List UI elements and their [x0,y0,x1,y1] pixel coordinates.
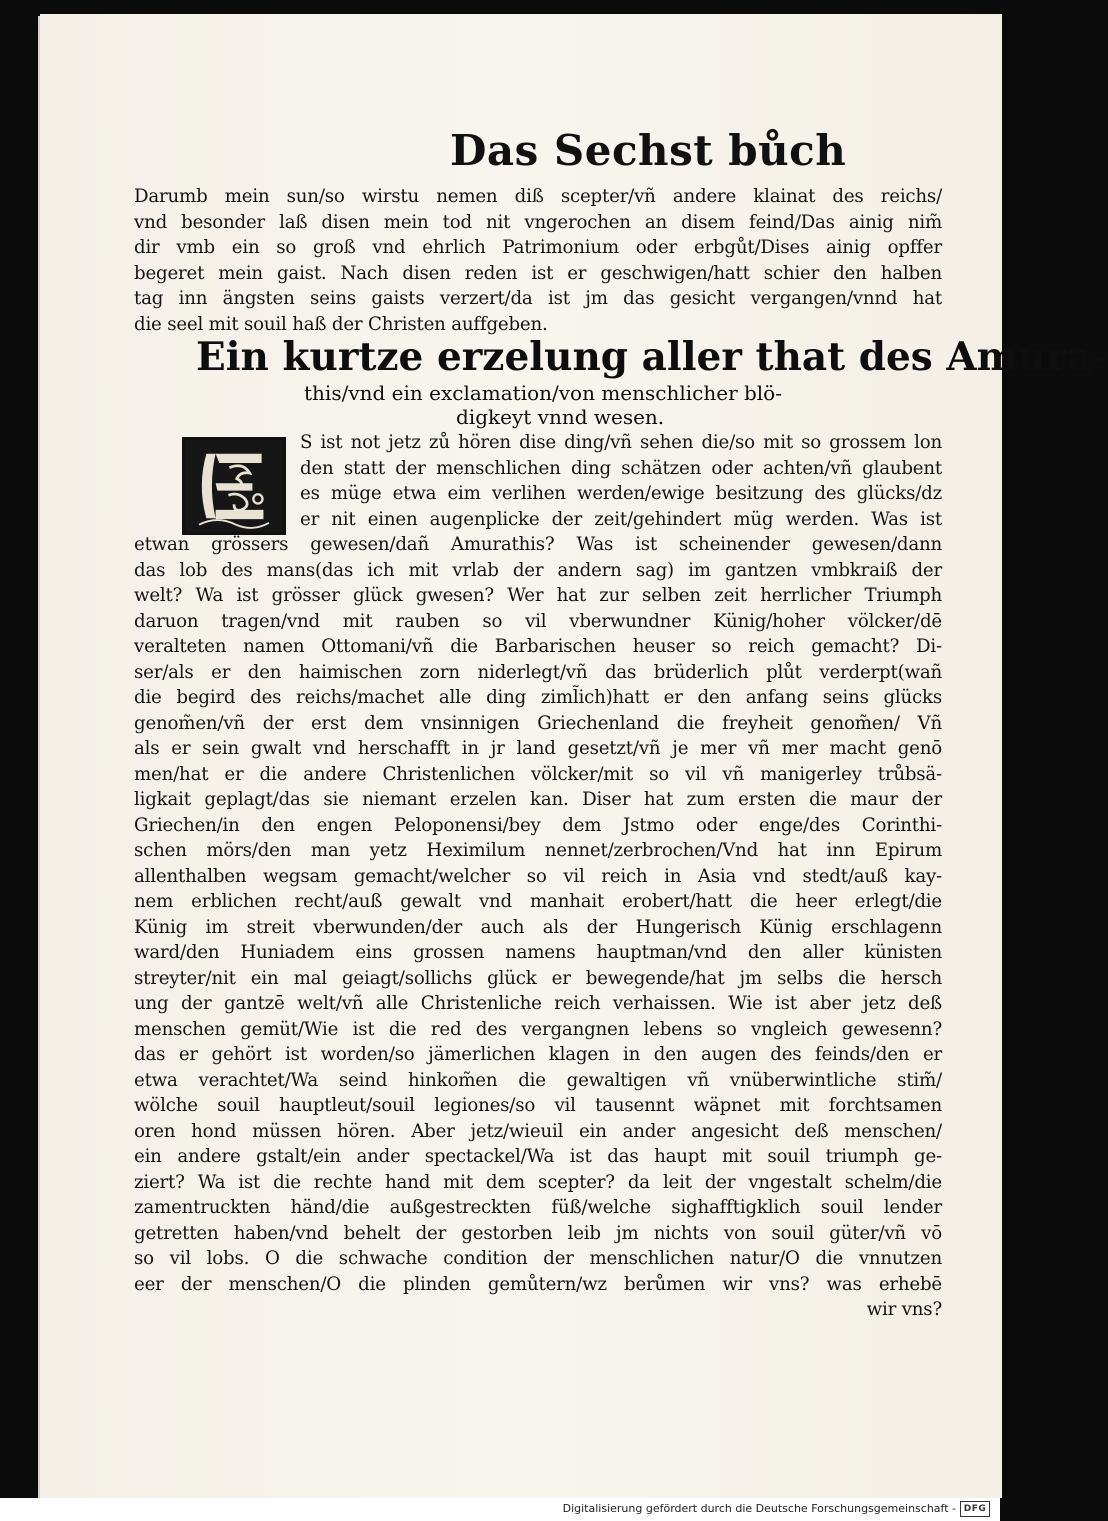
block2b-line: das lob des mans(das ich mit vrlab der andern sag) im gantzen vmbkraiß der [134,559,942,581]
block2a-line: den statt der menschlichen ding schätzen oder achten/vñ glaubent [300,457,942,479]
block1-line: tag inn ängsten seins gaists verzert/da ist jm das gesicht vergangen/vnnd hat [134,288,942,309]
block2b-line: schen mörs/den man yetz Heximilum nennet/zerbrochen/Vnd hat inn Epirum [134,840,942,861]
funding-notice: Digitalisierung gefördert durch die Deutsche Forschungsgemeinschaft - [562,1502,956,1515]
block2a-line: er nit einen augenplicke der zeit/gehindert müg werden. Was ist [300,508,942,530]
paragraph-2-body [134,532,942,1323]
block2b-line: so vil lobs. O die schwache condition der menschlichen natur/O die vnnutzen [134,1248,942,1269]
block2b-line: ser/als er den haimischen zorn niderlegt/vñ das brüderlich plůt verderpt(wañ [134,661,942,683]
paragraph-2-opening [300,430,942,532]
block1-line: die seel mit souil haß der Christen auffgeben. [134,313,548,335]
block2b-line: Künig im streit vberwunden/der auch als der Hungerisch Künig erschlagenn [134,916,942,938]
block2b-line: ein andere gstalt/ein ander spectackel/Wa ist das haupt mit souil triumph ge- [134,1146,942,1167]
block2b-line: oren hond müssen hören. Aber jetz/wieuil ein ander angesicht deß menschen/ [134,1120,942,1142]
section-heading [196,333,1108,429]
block2b-line: eer der menschen/O die plinden gemůtern/wz berůmen wir vns? was erhebē [134,1273,942,1295]
footer-bar [0,1498,1000,1521]
block2b-line: welt? Wa ist grösser glück gwesen? Wer hat zur selben zeit herrlicher Triumph [134,585,942,606]
block2b-line: ziert? Wa ist die rechte hand mit dem scepter? da leit der vngestalt schelm/die [134,1171,942,1193]
heading-line-1: Ein kurtze erzelung aller that des Amura- [196,334,1108,380]
block2b-line: ung der gantzē welt/vñ alle Christenliche reich verhaissen. Wie ist aber jetz deß [134,993,942,1014]
block1-line: vnd besonder laß disen mein tod nit vngerochen an disem feind/Das ainig nim̃ [134,211,942,233]
block2b-line: menschen gemüt/Wie ist die red des vergangnen lebens so vngleich gewesenn? [134,1018,942,1040]
block2b-line: allenthalben wegsam gemacht/welcher so vil reich in Asia vnd stedt/auß kay- [134,865,942,887]
block2b-line: men/hat er die andere Christenlichen völcker/mit so vil vñ manigerley trůbsä- [134,763,942,785]
block1-line: Darumb mein sun/so wirstu nemen diß scepter/vñ andere klainat des reichs/ [134,186,942,207]
paragraph-1 [134,184,942,337]
ornamental-initial-icon [185,440,283,532]
dfg-logo: DFG [960,1501,990,1517]
block2b-line: ward/den Huniadem eins grossen namens hauptman/vnd den aller künisten [134,942,942,963]
block2b-line: Griechen/in den engen Peloponensi/bey dem Jstmo oder enge/des Corinthi- [134,814,942,836]
running-head: Das Sechst bůch [450,126,847,175]
decorated-initial-e [182,437,286,535]
block2b-line: daruon tragen/vnd mit rauben so vil vberwundner Künig/hoher völcker/dē [134,610,942,632]
block2b-line: ligkait geplagt/das sie niemant erzelen kan. Diser hat zum ersten die maur der [134,789,942,810]
block2b-line: wir vns? [866,1299,942,1320]
block2b-line: wölche souil hauptleut/souil legiones/so vil tausennt wäpnet mit forchtsamen [134,1095,942,1116]
block2a-line: es müge etwa eim verlihen werden/ewige besitzung des glücks/dz [300,483,942,504]
block2a-line: S ist not jetz zů hören dise ding/vñ sehen die/so mit so grossem lon [300,432,942,453]
block2b-line: nem erblichen recht/auß gewalt vnd manhait erobert/hatt die heer erlegt/die [134,891,942,912]
block1-line: dir vmb ein so groß vnd ehrlich Patrimonium oder erbgůt/Dises ainig opffer [134,237,942,258]
block2b-line: getretten haben/vnd behelt der gestorben leib jm nichts von souil güter/vñ vō [134,1222,942,1244]
block2b-line: zamentruckten händ/die außgestreckten füß/welche sighafftigklich souil lender [134,1197,942,1218]
heading-line-2: this/vnd ein exclamation/von menschlicher blö- [304,381,782,405]
block2b-line: etwan grössers gewesen/dañ Amurathis? Was ist scheinender gewesen/dann [134,534,942,555]
block2b-line: veralteten namen Ottomani/vñ die Barbarischen heuser so reich gemacht? Di- [134,636,942,657]
heading-line-3: digkeyt vnnd wesen. [456,405,665,429]
block1-line: begeret mein gaist. Nach disen reden ist er geschwigen/hatt schier den halben [134,262,942,284]
block2b-line: etwa verachtet/Wa seind hinkom̃en die gewaltigen vñ vnüberwintliche stim̃/ [134,1069,942,1091]
block2b-line: das er gehört ist worden/so jämerlichen klagen in den augen des feinds/den er [134,1044,942,1065]
block2b-line: die begird des reichs/machet alle ding ziml̃ich)hatt er den anfang seins glücks [134,687,942,708]
block2b-line: streyter/nit ein mal geiagt/sollichs glück er bewegende/hat jm selbs die hersch [134,967,942,989]
block2b-line: als er sein gwalt vnd herschafft in jr land gesetzt/vñ je mer vñ mer macht genō [134,738,942,759]
block2b-line: genom̃en/vñ der erst dem vnsinnigen Griechenland die freyheit genom̃en/ Vñ [134,712,942,734]
